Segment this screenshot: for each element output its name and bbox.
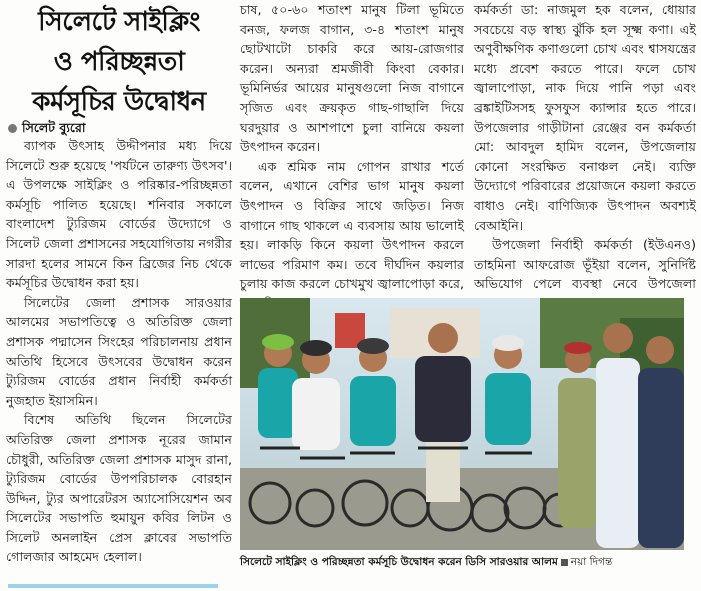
article-column-1 [6,136,232,567]
article-column-3 [474,0,696,314]
byline-text: সিলেট ব্যুরো [22,120,86,135]
photo-source: নয়া দিগন্ত [570,556,613,568]
headline-line-2: ও পরিচ্ছন্নতা [53,47,185,77]
headline [6,2,232,122]
bullet-icon [8,124,17,133]
paragraph: সিলেটের জেলা প্রশাসক সারওয়ার আলমের সভাপতিত্বে ও অতিরিক্ত জেলা প্রশাসক পদ্মাসেন সিংহের পরিচালনায় প্রধান অতিথি হিসেবে উৎসবের উদ্বোধন করেন ট্যুরিজম বোর্ডের প্রধান নির্বাহী কর্মকর্তা নুজহাত ইয়াসমিন। [6,294,232,408]
square-icon [561,559,568,566]
paragraph: বিশেষ অতিথি ছিলেন সিলেটের অতিরিক্ত জেলা প্রশাসক নূরের জামান চৌধুরী, অতিরিক্ত জেলা প্রশাসক মাসুদ রানা, ট্যুরিজম বোর্ডের উপপরিচালক বোরহান উদ্দিন, ট্যুর অপারেটরস অ্যাসোসিয়েশন অব সিলেটের সভাপতি হুমায়ুন কবির লিটন ও সিলেট অনলাইন প্রেস ক্লাবের সভাপতি গোলজার আহমেদ হেলাল। [6,412,232,565]
headline-line-1: সিলেটে সাইক্লিং [38,7,200,37]
paragraph: উপজেলা নির্বাহী কর্মকর্তা (ইউএনও) তাহমিনা আফরোজ ভূঁইয়া বলেন, সুনির্দিষ্ট অভিযোগ পেলে ব্যবস্থা নেবে উপজেলা [474,237,696,292]
paragraph: কর্মকর্তা ডা: নাজমুল হক বলেন, ধোয়ার সবচেয়ে বড় স্বাস্থ্য ঝুঁকি হল সূক্ষ্ম কণা। এই অণুবীক্ষণিক কণাগুলো চোখ এবং শ্বাসযন্ত্রের মধ্যে প্রবেশ করতে পারে। ফলে চোখ জ্বালাপোড়া, নাক দিয়ে পানি পড়া এবং ব্রঙ্কাইটিসসহ ফুসফুস ক্যান্সার হতে পারে। উপজেলার গাড়ীটানা রেঞ্জের বন কর্মকর্তা মো: আবদুল হামিদ বলেন, উপজেলায় কোনো সংরক্ষিত বনাঞ্চল নেই। ব্যক্তি উদ্যোগে পরিবারের প্রয়োজনে কয়লা করতে বাধাও নেই। বাণিজ্যিক উৎপাদন অবশ্যই বেআইনি। [474,2,696,233]
news-photo [240,298,684,550]
paragraph: এক শ্রমিক নাম গোপন রাখার শর্তে বলেন, এখানে বেশির ভাগ মানুষ কয়লা উৎপাদন ও বিক্রির সাথে জড়িত। নিজ বাগানে গাছ থাকলে এ ব্যবসায় আয় ভালোই হয়। লাকড়ি কিনে কয়লা উৎপাদন করলে লাভের পরিমাণ কম। তবে দীর্ঘদিন কয়লার চুলায় কাজ করলে চোখমুখ জ্বালাপোড়া করে, [240,158,464,292]
caption-text: সিলেটে সাইক্লিং ও পরিচ্ছন্নতা কর্মসূচি উদ্বোধন করেন ডিসি সারওয়ার আলম [240,556,558,568]
accent-divider [8,584,218,588]
headline-line-3: কর্মসূচির উদ্বোধন [32,87,206,117]
photo-caption [240,555,688,572]
paragraph: চাষ, ৫০-৬০ শতাংশ মানুষ টিলা ভূমিতে বনজ, ফলজ বাগান, ৩-৪ শতাংশ মানুষ ছোটখাটো চাকরি করে আয়-রোজগার করেন। অন্যরা শ্রমজীবী কিংবা বেকার। ভূমিনির্ভর আয়ের মানুষগুলো নিজ বাগানে সৃজিত এবং ক্রয়কৃত গাছ-গাছালি দিয়ে ঘরদুয়ার ও আশপাশে চুলা বানিয়ে কয়লা উৎপাদন করেন। [240,2,464,155]
cyclists-photo [240,298,684,550]
article-column-2 [240,0,464,314]
paragraph: ব্যাপক উৎসাহ উদ্দীপনার মধ্য দিয়ে সিলেটে শুরু হয়েছে 'পর্যটনে তারুণ্য উৎসব'। এ উপলক্ষে সাইক্লিং ও পরিষ্কার-পরিচ্ছন্নতা কর্মসূচি পালিত হয়েছে। শনিবার সকালে বাংলাদেশ ট্যুরিজম বোর্ডের উদ্যোগে ও সিলেট জেলা প্রশাসনের সহযোগিতায় নগরীর সারদা হলের সামনে কিন ব্রিজের নিচ থেকে কর্মসূচির উদ্বোধন করা হয়। [6,138,232,291]
